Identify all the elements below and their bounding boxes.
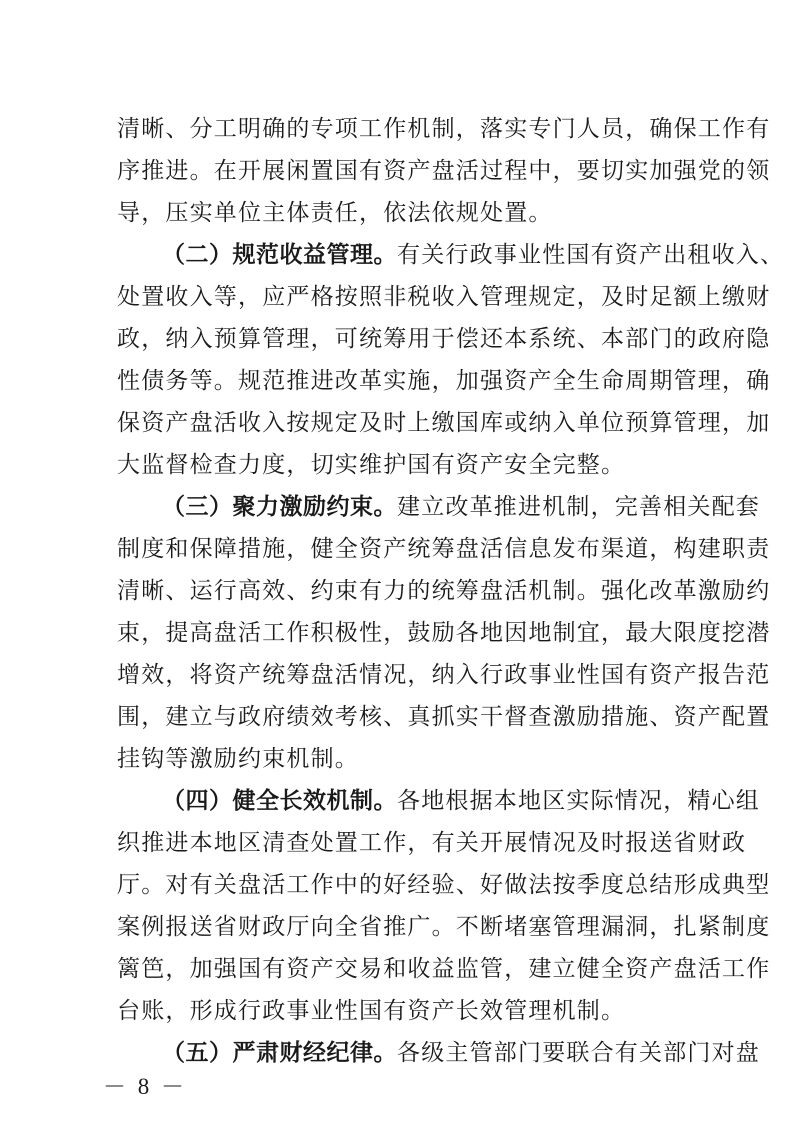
paragraph-line: 制度和保障措施，健全资产统筹盘活信息发布渠道，构建职责: [117, 536, 771, 562]
section-heading-line: （三）聚力激励约束。建立改革推进机制，完善相关配套: [162, 494, 760, 520]
paragraph-line: 织推进本地区清查处置工作，有关开展情况及时报送省财政: [117, 830, 747, 856]
paragraph-line: 篱笆，加强国有资产交易和收益监管，建立健全资产盘活工作: [117, 956, 771, 982]
paragraph-line: 台账，形成行政事业性国有资产长效管理机制。: [117, 998, 626, 1024]
paragraph-line: 政，纳入预算管理，可统筹用于偿还本系统、本部门的政府隐: [117, 326, 771, 352]
page-number: － 8 －: [103, 1074, 187, 1099]
section-heading-line: （二）规范收益管理。有关行政事业性国有资产出租收入、: [162, 242, 785, 268]
paragraph-line: 处置收入等，应严格按照非税收入管理规定，及时足额上缴财: [117, 284, 771, 310]
section-heading-line: （五）严肃财经纪律。各级主管部门要联合有关部门对盘: [162, 1040, 760, 1066]
paragraph-line: 增效，将资产统筹盘活情况，纳入行政事业性国有资产报告范: [117, 662, 771, 688]
paragraph-line: 清晰、运行高效、约束有力的统筹盘活机制。强化改革激励约: [117, 578, 771, 604]
paragraph-line: 围，建立与政府绩效考核、真抓实干督查激励措施、资产配置: [117, 704, 771, 730]
paragraph-line: 保资产盘活收入按规定及时上缴国库或纳入单位预算管理，加: [117, 410, 771, 436]
section-heading: （五）严肃财经纪律。: [162, 1040, 397, 1066]
paragraph-line: 清晰、分工明确的专项工作机制，落实专门人员，确保工作有: [117, 116, 771, 142]
section-heading: （三）聚力激励约束。: [162, 494, 397, 520]
section-heading: （四）健全长效机制。: [162, 788, 397, 814]
paragraph-line: 大监督检查力度，切实维护国有资产安全完整。: [117, 452, 626, 478]
paragraph-line: 案例报送省财政厅向全省推广。不断堵塞管理漏洞，扎紧制度: [117, 914, 771, 940]
paragraph-line: 导，压实单位主体责任，依法依规处置。: [117, 200, 553, 226]
paragraph-line: 性债务等。规范推进改革实施，加强资产全生命周期管理，确: [117, 368, 771, 394]
paragraph-line: 挂钩等激励约束机制。: [117, 746, 359, 772]
paragraph-line: 束，提高盘活工作积极性，鼓励各地因地制宜，最大限度挖潜: [117, 620, 771, 646]
section-heading-line: （四）健全长效机制。各地根据本地区实际情况，精心组: [162, 788, 760, 814]
section-heading: （二）规范收益管理。: [162, 242, 397, 268]
paragraph-line: 厅。对有关盘活工作中的好经验、好做法按季度总结形成典型: [117, 872, 771, 898]
paragraph-line: 序推进。在开展闲置国有资产盘活过程中，要切实加强党的领: [117, 158, 771, 184]
